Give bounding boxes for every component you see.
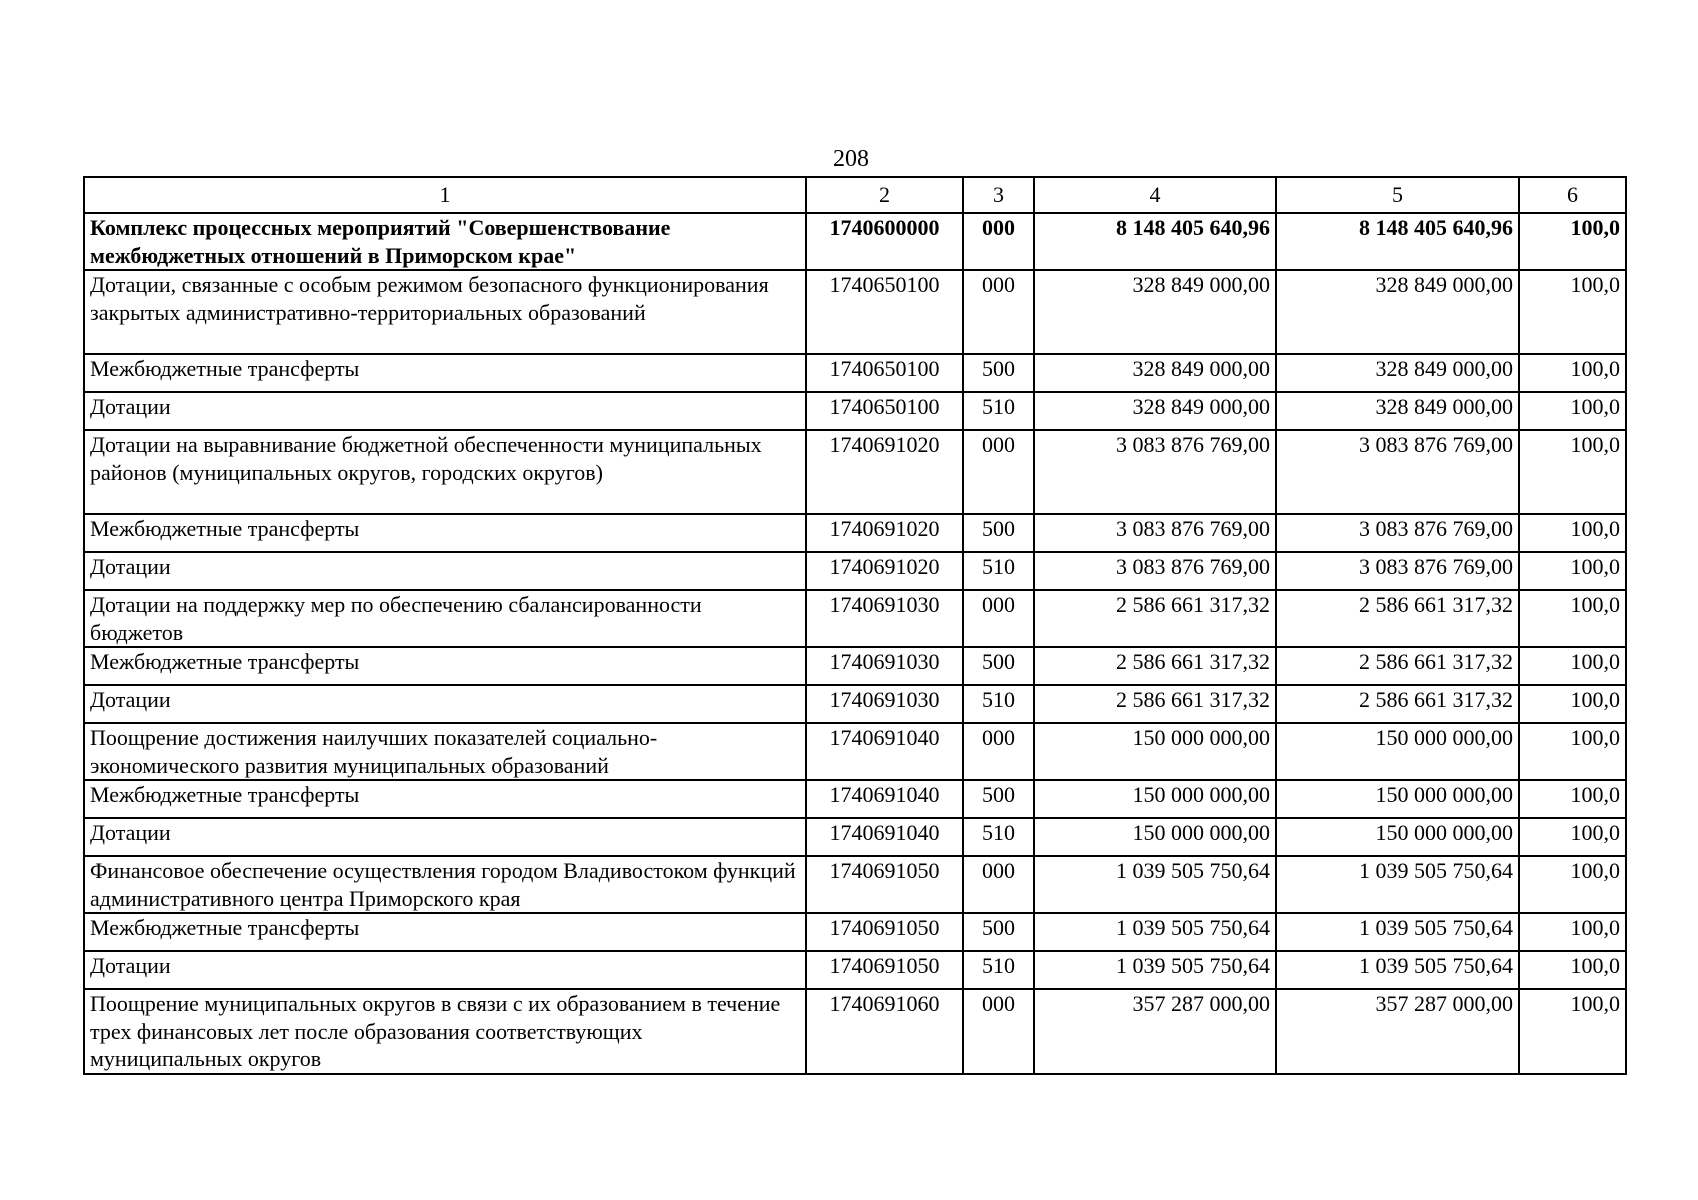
table-row [84, 213, 1626, 270]
row-name-cell: Дотации [84, 818, 806, 856]
row-percent-cell: 100,0 [1519, 270, 1626, 354]
row-type-cell: 510 [963, 552, 1034, 590]
row-plan-amount-cell: 357 287 000,00 [1034, 989, 1276, 1074]
table-row [84, 430, 1626, 514]
row-name-cell: Межбюджетные трансферты [84, 354, 806, 392]
row-code-cell: 1740691050 [806, 856, 963, 913]
table-row [84, 951, 1626, 989]
row-plan-amount-cell: 8 148 405 640,96 [1034, 213, 1276, 270]
row-name-cell: Поощрение достижения наилучших показателей социально-экономического развития муниципальных образований [84, 723, 806, 780]
row-fact-amount-cell: 2 586 661 317,32 [1276, 647, 1519, 685]
table-row [84, 514, 1626, 552]
row-percent-cell: 100,0 [1519, 354, 1626, 392]
column-header-6: 6 [1519, 177, 1626, 213]
row-percent-cell: 100,0 [1519, 590, 1626, 647]
row-code-cell: 1740691040 [806, 780, 963, 818]
row-type-cell: 000 [963, 723, 1034, 780]
row-code-cell: 1740691050 [806, 951, 963, 989]
row-percent-cell: 100,0 [1519, 723, 1626, 780]
row-code-cell: 1740691020 [806, 552, 963, 590]
row-name-cell: Финансовое обеспечение осуществления городом Владивостоком функций административного центра Приморского края [84, 856, 806, 913]
row-plan-amount-cell: 150 000 000,00 [1034, 723, 1276, 780]
row-code-cell: 1740650100 [806, 354, 963, 392]
row-plan-amount-cell: 328 849 000,00 [1034, 354, 1276, 392]
table-row [84, 552, 1626, 590]
row-type-cell: 500 [963, 780, 1034, 818]
row-type-cell: 000 [963, 989, 1034, 1074]
row-fact-amount-cell: 2 586 661 317,32 [1276, 590, 1519, 647]
row-name-cell: Комплекс процессных мероприятий "Совершенствование межбюджетных отношений в Приморском крае" [84, 213, 806, 270]
row-fact-amount-cell: 150 000 000,00 [1276, 780, 1519, 818]
row-plan-amount-cell: 328 849 000,00 [1034, 392, 1276, 430]
row-code-cell: 1740691030 [806, 685, 963, 723]
row-type-cell: 510 [963, 951, 1034, 989]
row-name-cell: Дотации [84, 552, 806, 590]
column-header-2: 2 [806, 177, 963, 213]
row-plan-amount-cell: 2 586 661 317,32 [1034, 647, 1276, 685]
row-name-cell: Дотации на поддержку мер по обеспечению сбалансированности бюджетов [84, 590, 806, 647]
row-percent-cell: 100,0 [1519, 913, 1626, 951]
row-fact-amount-cell: 3 083 876 769,00 [1276, 552, 1519, 590]
row-plan-amount-cell: 1 039 505 750,64 [1034, 856, 1276, 913]
row-name-cell: Межбюджетные трансферты [84, 514, 806, 552]
row-type-cell: 500 [963, 647, 1034, 685]
table-row [84, 989, 1626, 1074]
row-name-cell: Дотации [84, 392, 806, 430]
row-type-cell: 500 [963, 514, 1034, 552]
row-fact-amount-cell: 328 849 000,00 [1276, 392, 1519, 430]
row-type-cell: 000 [963, 590, 1034, 647]
row-name-cell: Дотации на выравнивание бюджетной обеспеченности муниципальных районов (муниципальных округов, городских округов) [84, 430, 806, 514]
column-header-5: 5 [1276, 177, 1519, 213]
row-percent-cell: 100,0 [1519, 685, 1626, 723]
table-row [84, 270, 1626, 354]
row-code-cell: 1740691040 [806, 723, 963, 780]
row-percent-cell: 100,0 [1519, 647, 1626, 685]
table-row [84, 647, 1626, 685]
row-plan-amount-cell: 150 000 000,00 [1034, 818, 1276, 856]
row-plan-amount-cell: 150 000 000,00 [1034, 780, 1276, 818]
row-plan-amount-cell: 328 849 000,00 [1034, 270, 1276, 354]
column-header-4: 4 [1034, 177, 1276, 213]
table-row [84, 685, 1626, 723]
row-code-cell: 1740691040 [806, 818, 963, 856]
row-code-cell: 1740650100 [806, 392, 963, 430]
row-code-cell: 1740691050 [806, 913, 963, 951]
row-code-cell: 1740691020 [806, 514, 963, 552]
table-row [84, 818, 1626, 856]
row-name-cell: Межбюджетные трансферты [84, 913, 806, 951]
row-code-cell: 1740691030 [806, 590, 963, 647]
row-fact-amount-cell: 328 849 000,00 [1276, 270, 1519, 354]
row-plan-amount-cell: 1 039 505 750,64 [1034, 951, 1276, 989]
row-percent-cell: 100,0 [1519, 780, 1626, 818]
row-fact-amount-cell: 150 000 000,00 [1276, 723, 1519, 780]
row-name-cell: Дотации [84, 685, 806, 723]
row-type-cell: 500 [963, 913, 1034, 951]
row-fact-amount-cell: 1 039 505 750,64 [1276, 913, 1519, 951]
row-fact-amount-cell: 8 148 405 640,96 [1276, 213, 1519, 270]
row-fact-amount-cell: 1 039 505 750,64 [1276, 856, 1519, 913]
row-percent-cell: 100,0 [1519, 213, 1626, 270]
row-fact-amount-cell: 2 586 661 317,32 [1276, 685, 1519, 723]
row-fact-amount-cell: 3 083 876 769,00 [1276, 430, 1519, 514]
row-percent-cell: 100,0 [1519, 514, 1626, 552]
row-fact-amount-cell: 150 000 000,00 [1276, 818, 1519, 856]
row-percent-cell: 100,0 [1519, 951, 1626, 989]
row-plan-amount-cell: 3 083 876 769,00 [1034, 430, 1276, 514]
row-percent-cell: 100,0 [1519, 552, 1626, 590]
table-row [84, 856, 1626, 913]
row-code-cell: 1740600000 [806, 213, 963, 270]
row-percent-cell: 100,0 [1519, 989, 1626, 1074]
table-row [84, 392, 1626, 430]
row-code-cell: 1740691020 [806, 430, 963, 514]
row-name-cell: Поощрение муниципальных округов в связи с их образованием в течение трех финансовых лет после образования соответствующих муниципальных округов [84, 989, 806, 1074]
row-percent-cell: 100,0 [1519, 856, 1626, 913]
row-code-cell: 1740650100 [806, 270, 963, 354]
row-type-cell: 000 [963, 856, 1034, 913]
table-row [84, 780, 1626, 818]
row-percent-cell: 100,0 [1519, 430, 1626, 514]
row-fact-amount-cell: 357 287 000,00 [1276, 989, 1519, 1074]
row-name-cell: Межбюджетные трансферты [84, 647, 806, 685]
row-type-cell: 000 [963, 430, 1034, 514]
row-type-cell: 510 [963, 392, 1034, 430]
row-plan-amount-cell: 3 083 876 769,00 [1034, 514, 1276, 552]
table-row [84, 913, 1626, 951]
table-row [84, 354, 1626, 392]
row-code-cell: 1740691030 [806, 647, 963, 685]
row-type-cell: 510 [963, 818, 1034, 856]
row-fact-amount-cell: 1 039 505 750,64 [1276, 951, 1519, 989]
row-type-cell: 000 [963, 270, 1034, 354]
row-code-cell: 1740691060 [806, 989, 963, 1074]
column-header-1: 1 [84, 177, 806, 213]
column-header-3: 3 [963, 177, 1034, 213]
row-name-cell: Дотации [84, 951, 806, 989]
row-plan-amount-cell: 1 039 505 750,64 [1034, 913, 1276, 951]
table-row [84, 723, 1626, 780]
row-plan-amount-cell: 3 083 876 769,00 [1034, 552, 1276, 590]
row-plan-amount-cell: 2 586 661 317,32 [1034, 685, 1276, 723]
table-row [84, 590, 1626, 647]
row-type-cell: 500 [963, 354, 1034, 392]
budget-table [83, 176, 1627, 1075]
row-percent-cell: 100,0 [1519, 818, 1626, 856]
row-name-cell: Межбюджетные трансферты [84, 780, 806, 818]
table-body [84, 213, 1626, 1074]
row-plan-amount-cell: 2 586 661 317,32 [1034, 590, 1276, 647]
row-name-cell: Дотации, связанные с особым режимом безопасного функционирования закрытых административно-территориальных образований [84, 270, 806, 354]
page-number: 208 [833, 146, 869, 172]
row-fact-amount-cell: 3 083 876 769,00 [1276, 514, 1519, 552]
header-row [84, 177, 1626, 213]
row-fact-amount-cell: 328 849 000,00 [1276, 354, 1519, 392]
row-percent-cell: 100,0 [1519, 392, 1626, 430]
row-type-cell: 510 [963, 685, 1034, 723]
row-type-cell: 000 [963, 213, 1034, 270]
